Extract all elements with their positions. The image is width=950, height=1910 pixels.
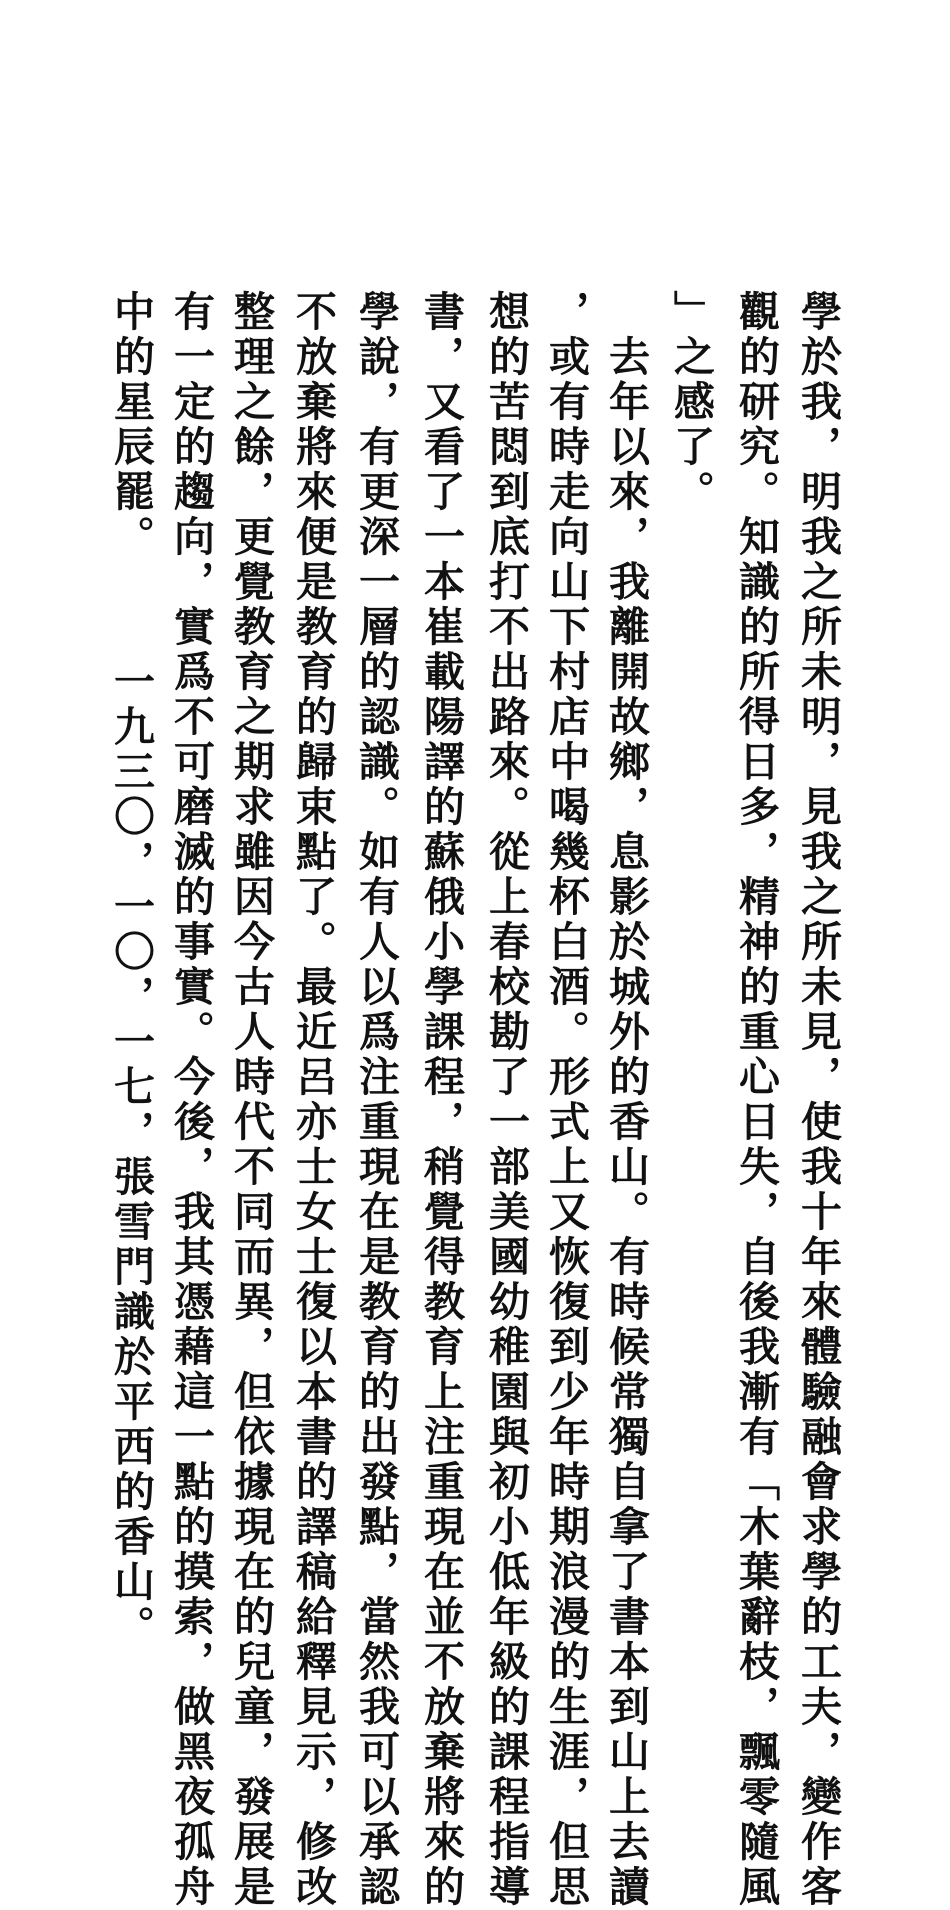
text-column-2: 觀的研究。知識的所得日多，精神的重心日失，自後我漸有「木葉辭枝，飄零隨風: [732, 290, 780, 1910]
signature-date-line: 一九三〇，一〇，一七，張雪門識於平西的香山。: [107, 660, 155, 1650]
text-column-5: ，或有時走向山下村店中喝幾杯白酒。形式上又恢復到少年時期浪漫的生涯，但思: [542, 290, 590, 1910]
text-column-1: 學於我，明我之所未明，見我之所未見，使我十年來體驗融會求學的工夫，變作客: [794, 290, 842, 1910]
text-column-10: 整理之餘，更覺教育之期求雖因今古人時代不同而異，但依據現在的兒童，發展是: [227, 290, 275, 1910]
text-column-8: 學說，有更深一層的認識。如有人以爲注重現在是教育的出發點，當然我可以承認: [352, 290, 400, 1910]
text-column-9: 不放棄將來便是教育的歸束點了。最近呂亦士女士復以本書的譯稿給釋見示，修改: [289, 290, 337, 1910]
text-column-6: 想的苦悶到底打不出路來。從上春校勘了一部美國幼稚園與初小低年級的課程指導: [482, 290, 530, 1910]
text-column-11: 有一定的趨向，實爲不可磨滅的事實。今後，我其憑藉這一點的摸索，做黑夜孤舟: [167, 290, 215, 1910]
text-column-3: 」之感了。: [667, 290, 715, 515]
text-column-4: 去年以來，我離開故鄉，息影於城外的香山。有時候常獨自拿了書本到山上去讀: [602, 335, 650, 1910]
text-column-7: 書，又看了一本崔載陽譯的蘇俄小學課程，稍覺得教育上注重現在並不放棄將來的: [417, 290, 465, 1910]
text-column-12: 中的星辰罷。: [107, 290, 155, 560]
